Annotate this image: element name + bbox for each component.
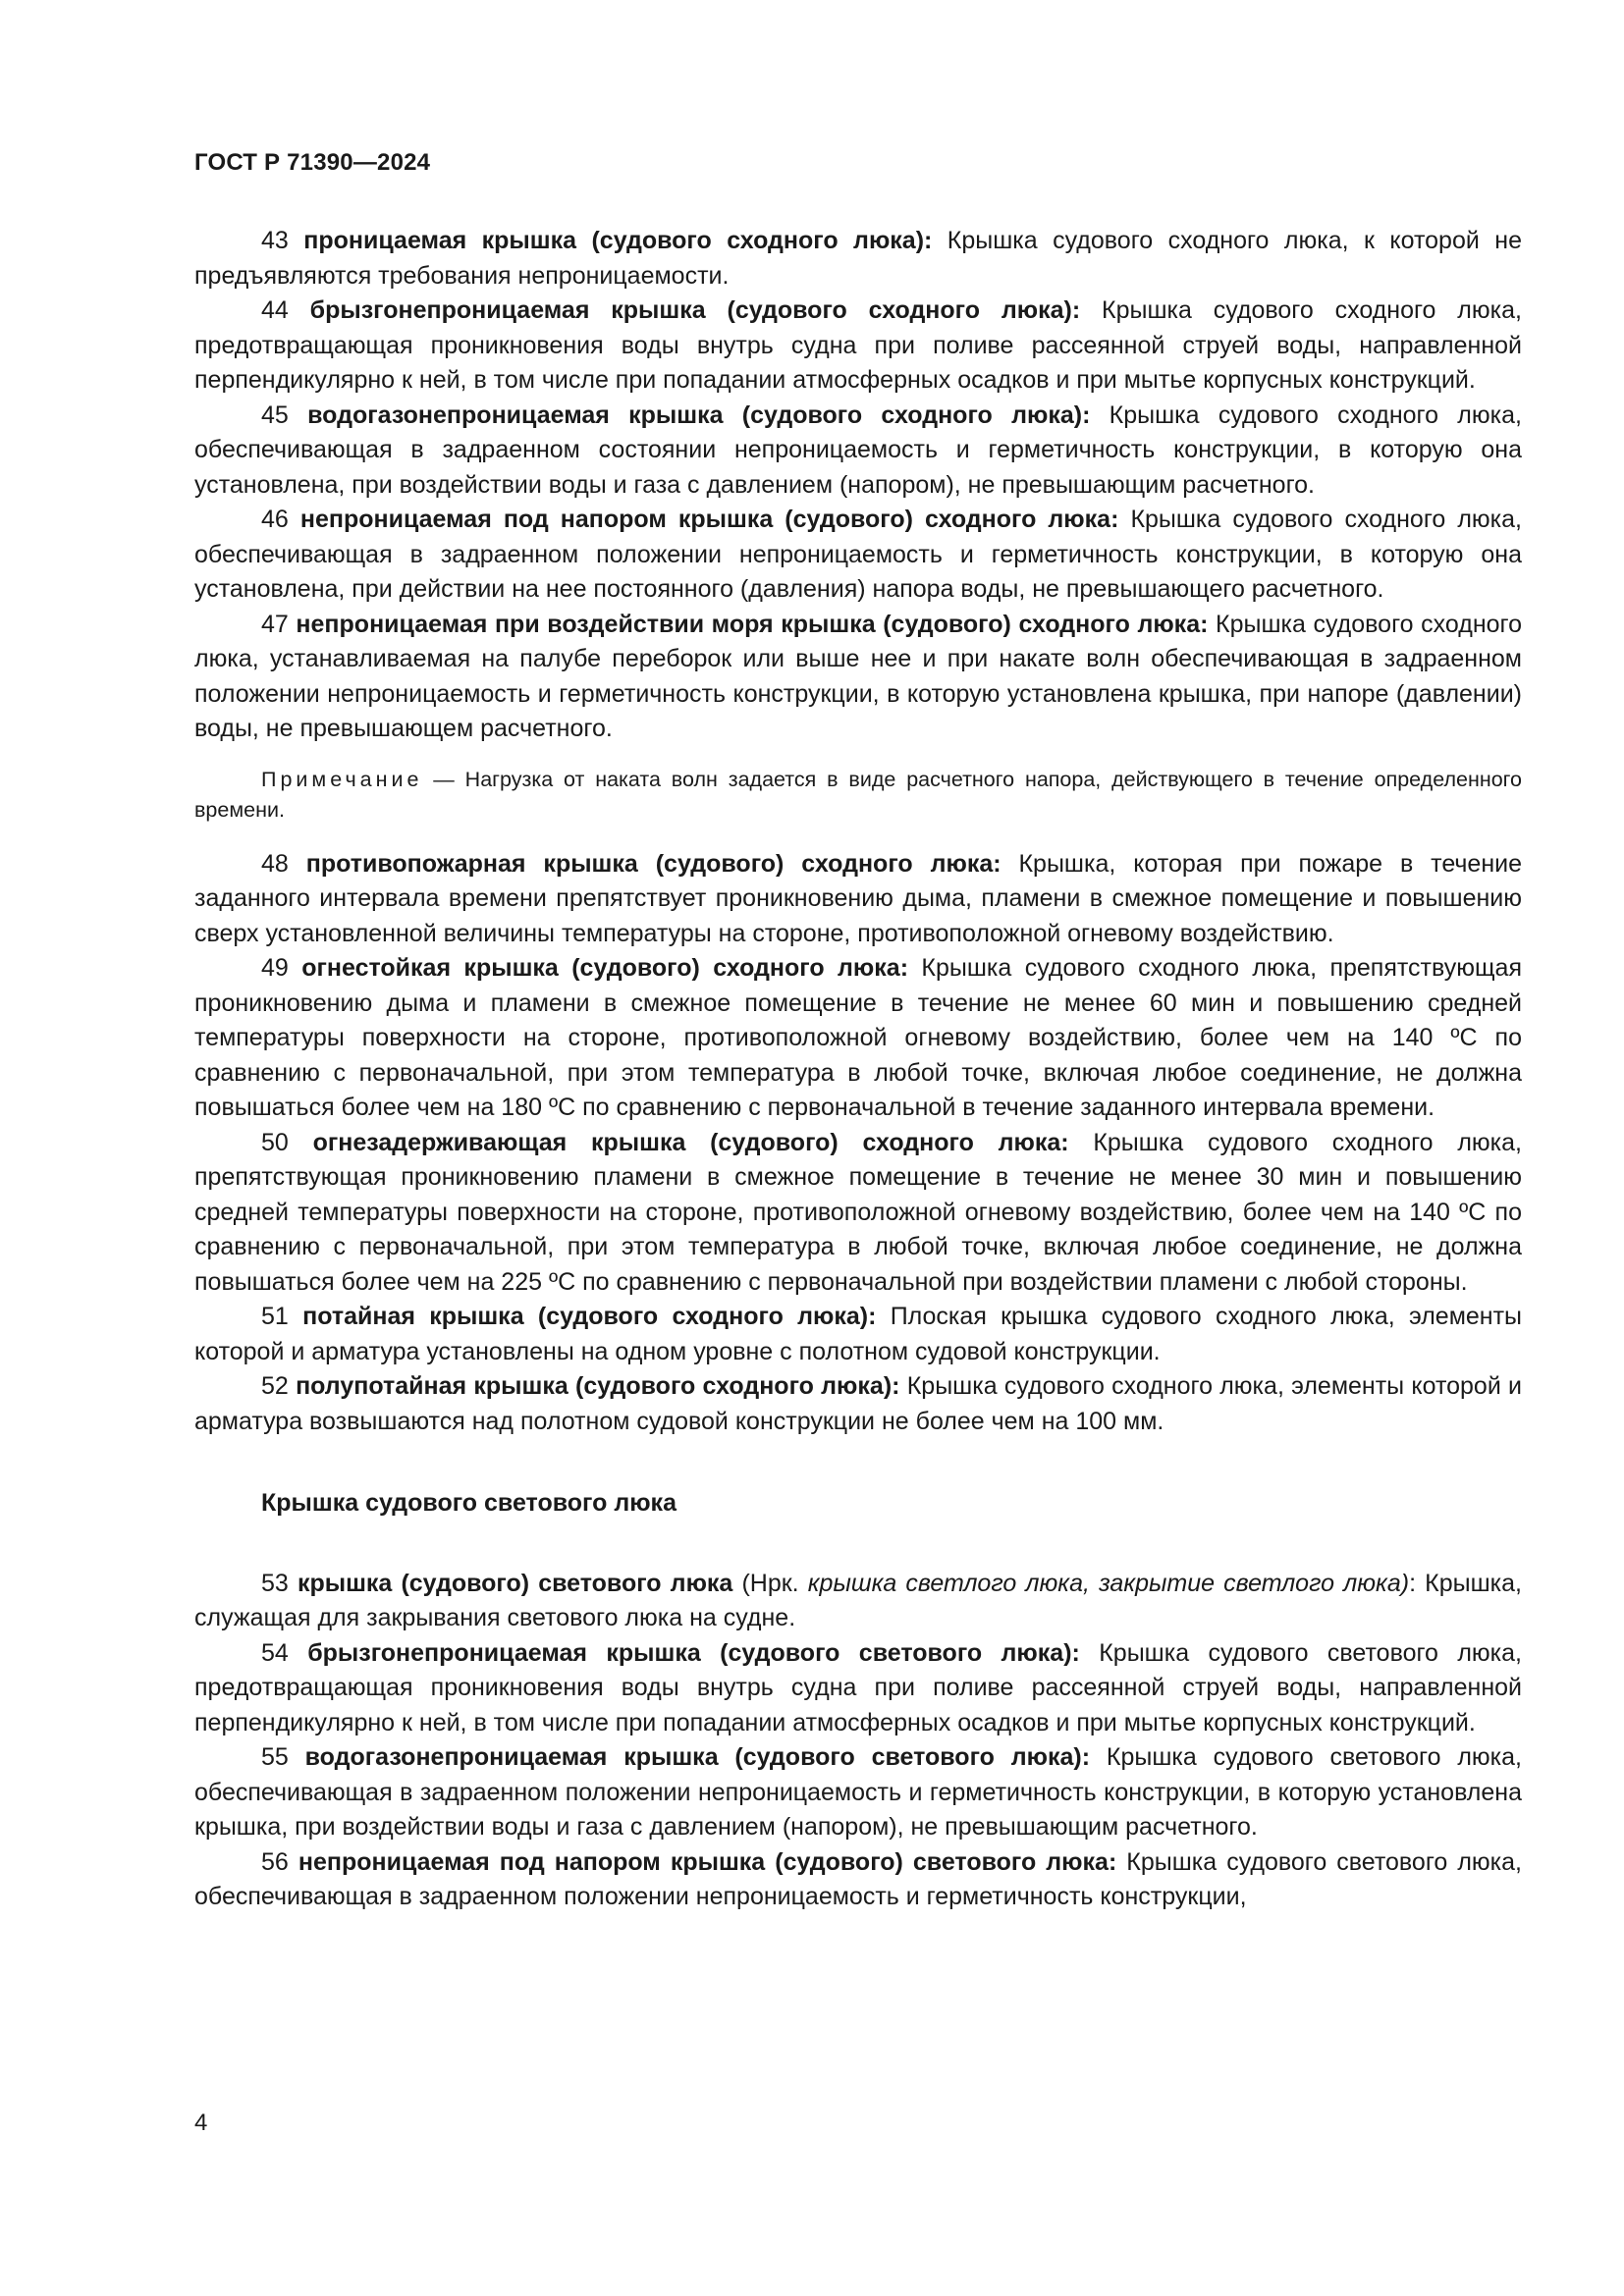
term-number: 53 — [261, 1569, 289, 1597]
term-definition: Крышка судового сходного люка, обеспечивающая в задраенном положении непроницаемость и герметичность конструкции, в которую она установлена, при действии на нее постоянного (давления) напора воды, не превышающего расчетного. — [194, 506, 1522, 603]
term-definition: Крышка судового сходного люка, элементы которой и арматура возвышаются над полотном судовой конструкции не более чем на 100 мм. — [194, 1372, 1523, 1435]
term-entry — [194, 294, 1522, 399]
term-entry — [194, 1845, 1522, 1915]
term-title: брызгонепроницаемая крышка (судового сходного люка): — [309, 296, 1081, 324]
terms-group-a — [194, 224, 1522, 747]
term-entry — [194, 503, 1522, 608]
term-title: проницаемая крышка (судового сходного люка): — [303, 227, 933, 254]
term-title: непроницаемая под напором крышка (судового) сходного люка: — [299, 506, 1119, 533]
term-title: водогазонепроницаемая крышка (судового светового люка): — [304, 1743, 1091, 1771]
term-title: огнезадерживающая крышка (судового) сходного люка: — [312, 1128, 1069, 1156]
term-entry — [194, 1636, 1522, 1741]
term-definition: Крышка судового сходного люка, обеспечивающая в задраенном состоянии непроницаемость и герметичность конструкции, в которую она установлена, при воздействии воды и газа с давлением (напором), не превышающим расчетного. — [194, 400, 1522, 499]
term-entry — [194, 1567, 1522, 1636]
term-definition: Крышка судового светового люка, предотвращающая проникновения воды внутрь судна при поливе рассеянной струей воды, направленной перпендикулярно к ней, в том числе при попадании атмосферных осадков и при мытье корпусных конструкций. — [194, 1638, 1522, 1736]
term-number: 55 — [261, 1743, 289, 1771]
term-definition: Крышка судового светового люка, обеспечивающая в задраенном положении непроницаемость и герметичность конструкции, — [194, 1847, 1522, 1910]
term-definition: : Крышка, служащая для закрывания светового люка на судне. — [194, 1569, 1522, 1631]
term-title: полупотайная крышка (судового сходного люка): — [296, 1372, 900, 1400]
term-number: 54 — [261, 1638, 289, 1667]
term-title: непроницаемая под напором крышка (судового) светового люка: — [298, 1847, 1117, 1876]
term-number: 48 — [261, 849, 289, 878]
note-label: Примечание — [261, 767, 423, 791]
term-number: 50 — [261, 1128, 289, 1156]
term-number: 45 — [261, 400, 289, 429]
term-number: 51 — [261, 1303, 289, 1330]
term-nrk-prefix: (Нрк. — [732, 1569, 808, 1597]
term-definition: Крышка судового сходного люка, препятствующая проникновению дыма и пламени в смежное помещение в течение не менее 60 мин и повышению средней температуры поверхности на стороне, противоположной огневому воздействию, более чем на 140 ºС по сравнению с первоначальной, при этом температура в любой точке, включая любое соединение, не должна повышаться более чем на 180 ºС по сравнению с первоначальной в течение заданного интервала времени. — [194, 954, 1522, 1121]
term-title: крышка (судового) светового люка — [297, 1569, 733, 1597]
term-definition: Крышка судового сходного люка, устанавливаемая на палубе переборок или выше нее и при накате волн обеспечивающая в задраенном положении непроницаемость и герметичность конструкции, в которую установлена крышка, при напоре (давлении) воды, не превышающем расчетного. — [194, 610, 1522, 742]
term-entry — [194, 1740, 1522, 1845]
term-entry — [194, 224, 1522, 294]
term-number: 46 — [261, 506, 289, 533]
term-entry — [194, 399, 1522, 504]
terms-group-c — [194, 1567, 1522, 1915]
term-number: 49 — [261, 954, 289, 982]
term-title: потайная крышка (судового сходного люка): — [302, 1303, 877, 1330]
section-heading: Крышка судового светового люка — [261, 1489, 677, 1517]
term-number: 43 — [261, 227, 289, 254]
term-entry — [194, 1300, 1522, 1369]
term-title: водогазонепроницаемая крышка (судового сходного люка): — [307, 400, 1091, 429]
term-entry — [194, 1126, 1522, 1301]
term-entry — [194, 847, 1522, 952]
term-entry — [194, 608, 1522, 747]
terms-content — [194, 224, 1522, 1915]
document-code-header: ГОСТ Р 71390—2024 — [194, 149, 431, 176]
term-number: 47 — [261, 610, 289, 638]
term-definition: Крышка судового светового люка, обеспечивающая в задраенном положении непроницаемость и герметичность конструкции, в которую установлена крышка, при воздействии воды и газа с давлением (напором), не превышающим расчетного. — [194, 1743, 1522, 1841]
term-definition: Плоская крышка судового сходного люка, элементы которой и арматура установлены на одном уровне с полотном судовой конструкции. — [194, 1303, 1523, 1365]
term-definition: Крышка судового сходного люка, предотвращающая проникновения воды внутрь судна при поливе рассеянной струей воды, направленной перпендикулярно к ней, в том числе при попадании атмосферных осадков и при мытье корпусных конструкций. — [194, 296, 1522, 394]
term-title: брызгонепроницаемая крышка (судового светового люка): — [307, 1638, 1080, 1667]
term-definition: Крышка судового сходного люка, к которой не предъявляются требования непроницаемости. — [194, 227, 1522, 290]
page-number: 4 — [194, 2109, 208, 2136]
term-number: 44 — [261, 296, 289, 324]
terms-group-b — [194, 847, 1522, 1440]
term-definition: Крышка, которая при пожаре в течение заданного интервала времени препятствует проникновению дыма, пламени в смежное помещение и повышению сверх установленной величины температуры на стороне, противоположной огневому воздействию. — [194, 849, 1522, 947]
term-entry — [194, 951, 1522, 1126]
term-nrk-italic: крышка светлого люка, закрытие светлого люка) — [807, 1569, 1410, 1597]
note-paragraph — [194, 765, 1522, 826]
term-number: 56 — [261, 1847, 289, 1876]
note-text: — Нагрузка от наката волн задается в виде расчетного напора, действующего в течение определенного времени. — [194, 767, 1522, 822]
term-definition: Крышка судового сходного люка, препятствующая проникновению пламени в смежное помещение в течение не менее 30 мин и повышению средней температуры поверхности на стороне, противоположной огневому воздействию, более чем на 140 ºС по сравнению с первоначальной, при этом температура в любой точке, включая любое соединение, не должна повышаться более чем на 225 ºС по сравнению с первоначальной при воздействии пламени с любой стороны. — [194, 1128, 1522, 1296]
term-number: 52 — [261, 1372, 289, 1400]
term-title: непроницаемая при воздействии моря крышка (судового) сходного люка: — [296, 610, 1209, 638]
term-title: огнестойкая крышка (судового) сходного люка: — [301, 954, 909, 982]
term-entry — [194, 1369, 1522, 1439]
term-title: противопожарная крышка (судового) сходного люка: — [305, 849, 1001, 878]
